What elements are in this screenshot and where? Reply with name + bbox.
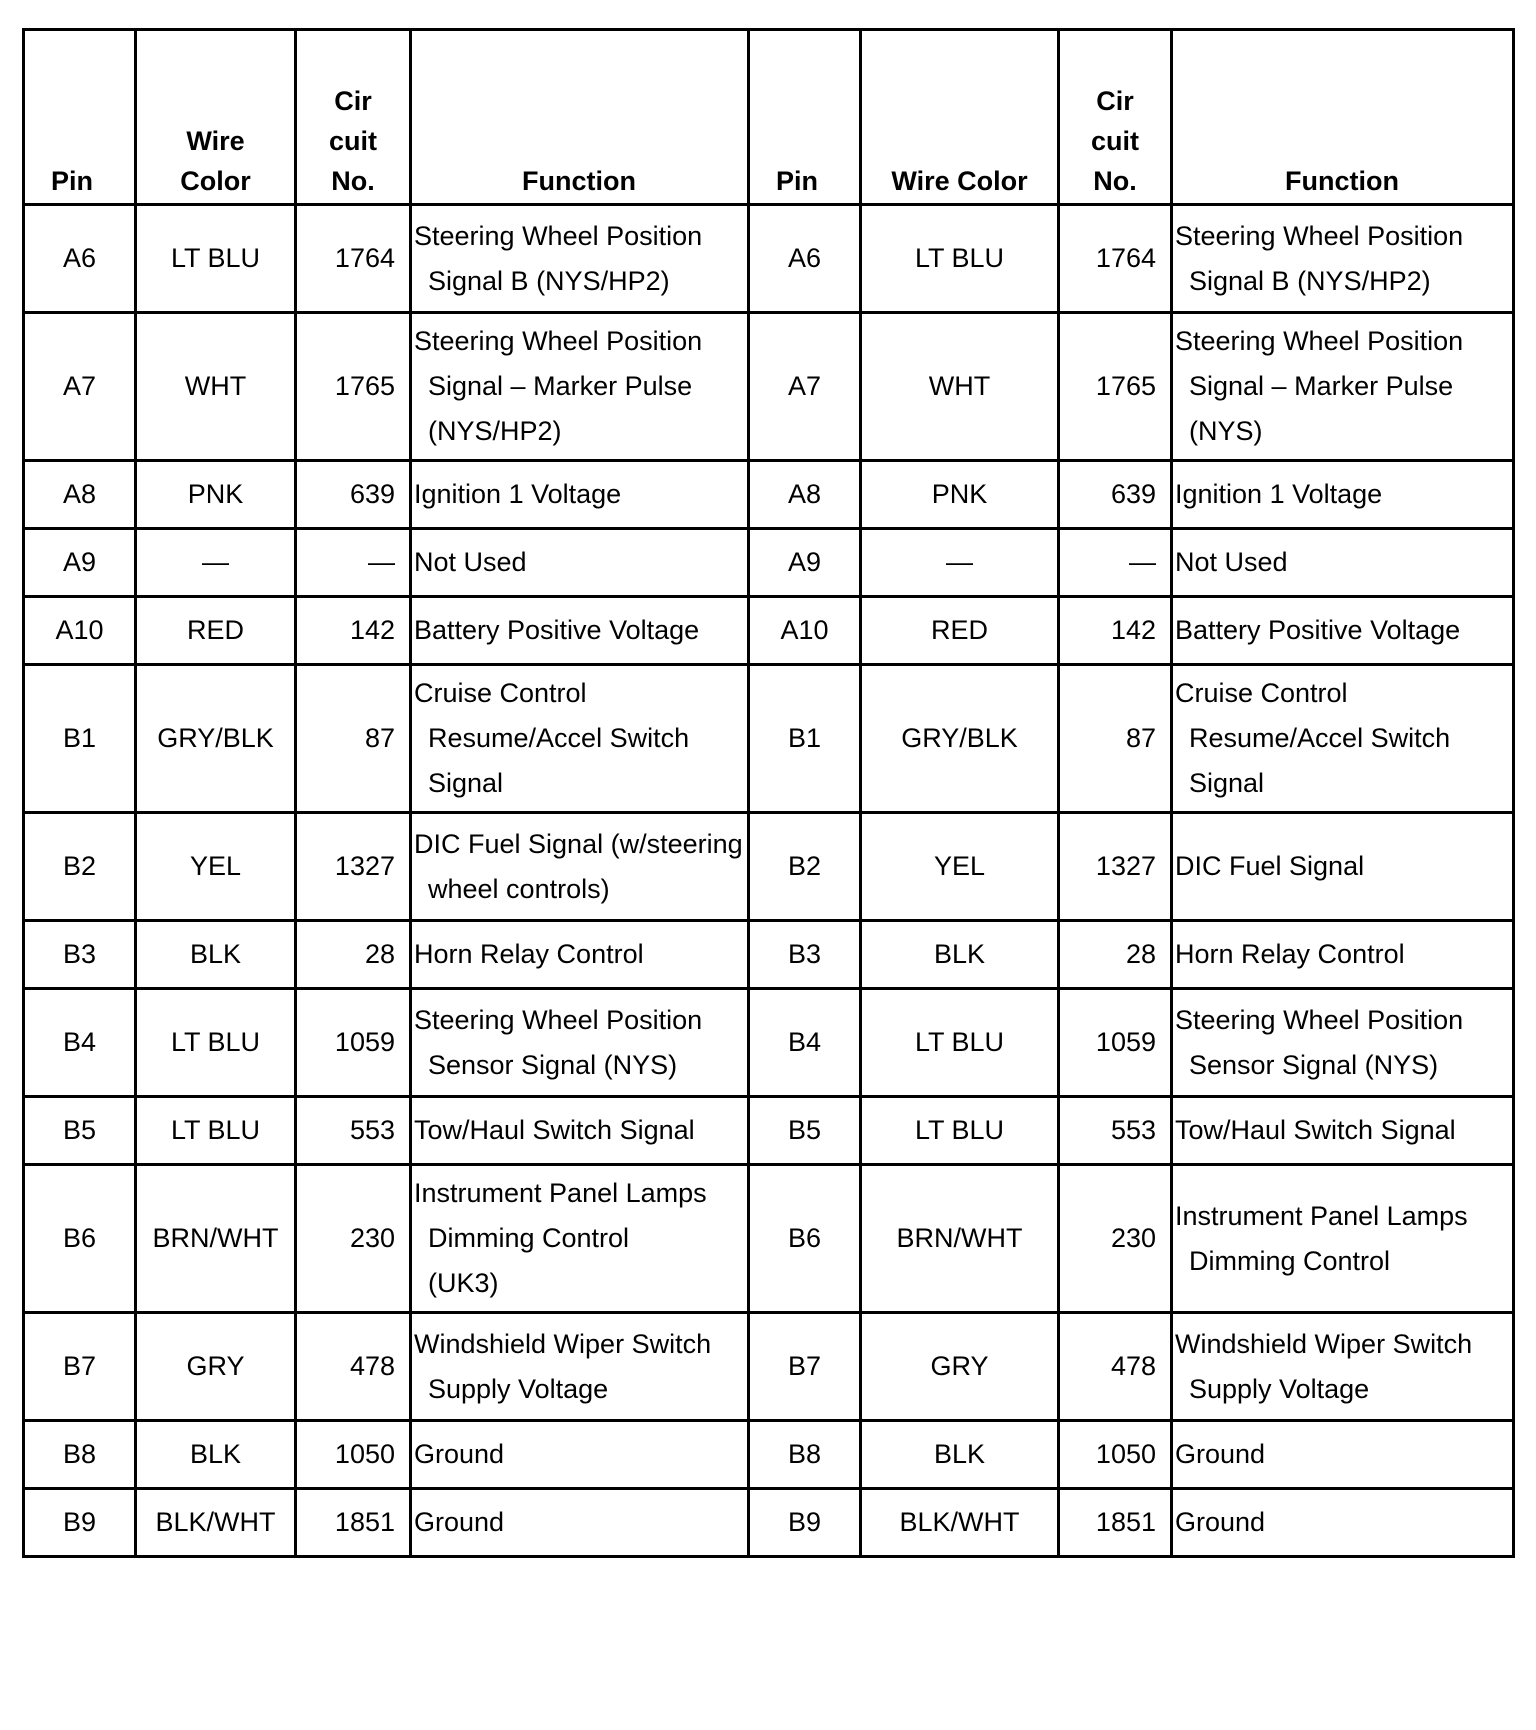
- function-cell: [1172, 529, 1514, 597]
- function-cell: [411, 597, 749, 665]
- function-line: Steering Wheel Position: [1175, 1004, 1464, 1035]
- function-cell: [411, 461, 749, 529]
- pin-cell: A7: [749, 313, 861, 461]
- function-cell: [1172, 1165, 1514, 1313]
- wire-color-cell: BLK: [136, 921, 296, 989]
- pin-cell: B3: [749, 921, 861, 989]
- function-cell: [1172, 313, 1514, 461]
- function-cell: [411, 921, 749, 989]
- wire-color-cell: YEL: [136, 813, 296, 921]
- table-row: [24, 813, 1514, 921]
- wire-color-cell: BLK: [861, 1421, 1059, 1489]
- pin-cell: B9: [749, 1489, 861, 1557]
- pin-cell: B4: [24, 989, 136, 1097]
- wire-color-cell: GRY: [861, 1313, 1059, 1421]
- function-line: Instrument Panel Lamps: [1175, 1200, 1468, 1231]
- function-cell: [411, 205, 749, 313]
- header-row: [24, 30, 1514, 205]
- function-line: Tow/Haul Switch Signal: [414, 1115, 695, 1145]
- wire-color-cell: LT BLU: [861, 205, 1059, 313]
- pin-cell: A9: [24, 529, 136, 597]
- header-line: No.: [331, 166, 375, 196]
- connector-pinout-table: [22, 28, 1515, 1558]
- wire-color-cell: BLK: [861, 921, 1059, 989]
- function-cell: [411, 989, 749, 1097]
- function-line: DIC Fuel Signal (w/steering: [414, 828, 743, 859]
- circuit-number-cell: 1050: [1059, 1421, 1172, 1489]
- function-line: Ground: [414, 1439, 505, 1469]
- function-line: Ground: [1175, 1439, 1266, 1469]
- circuit-number-cell: 1764: [296, 205, 411, 313]
- pin-cell: B2: [749, 813, 861, 921]
- function-line: Resume/Accel Switch: [1189, 723, 1451, 753]
- wire-color-cell: LT BLU: [861, 989, 1059, 1097]
- wire-color-cell: LT BLU: [861, 1097, 1059, 1165]
- header-line: No.: [1093, 166, 1137, 196]
- table-row: [24, 205, 1514, 313]
- function-line: Ignition 1 Voltage: [414, 479, 622, 509]
- function-line: Dimming Control: [1189, 1245, 1391, 1276]
- function-cell: [1172, 205, 1514, 313]
- pin-cell: B9: [24, 1489, 136, 1557]
- function-cell: [411, 665, 749, 813]
- function-line: Windshield Wiper Switch: [1175, 1328, 1473, 1359]
- table-row: [24, 1489, 1514, 1557]
- function-cell: [411, 813, 749, 921]
- function-cell: [411, 529, 749, 597]
- pin-cell: B6: [749, 1165, 861, 1313]
- circuit-number-cell: 1764: [1059, 205, 1172, 313]
- circuit-number-cell: 639: [1059, 461, 1172, 529]
- function-line: Cruise Control: [1175, 678, 1348, 708]
- circuit-number-cell: 230: [296, 1165, 411, 1313]
- function-line: Signal B (NYS/HP2): [428, 265, 670, 296]
- pin-cell: B5: [749, 1097, 861, 1165]
- header-line: Color: [180, 166, 251, 196]
- function-line: Battery Positive Voltage: [1175, 615, 1461, 645]
- pin-cell: B7: [24, 1313, 136, 1421]
- circuit-number-cell: 478: [1059, 1313, 1172, 1421]
- wire-color-cell: BRN/WHT: [136, 1165, 296, 1313]
- table-row: [24, 921, 1514, 989]
- left-wire-color-header: [136, 30, 296, 205]
- function-cell: [411, 313, 749, 461]
- function-line: Supply Voltage: [428, 1373, 609, 1404]
- wire-color-cell: —: [861, 529, 1059, 597]
- function-line: Signal: [428, 768, 504, 798]
- function-line: Dimming Control: [428, 1223, 630, 1253]
- wire-color-cell: PNK: [136, 461, 296, 529]
- function-line: Windshield Wiper Switch: [414, 1328, 712, 1359]
- function-cell: [411, 1489, 749, 1557]
- wire-color-cell: RED: [861, 597, 1059, 665]
- function-cell: [1172, 1313, 1514, 1421]
- circuit-number-cell: 1327: [1059, 813, 1172, 921]
- left-pin-header: [24, 30, 136, 205]
- function-line: Not Used: [414, 547, 527, 577]
- wire-color-cell: WHT: [136, 313, 296, 461]
- right-wire-color-header: [861, 30, 1059, 205]
- table-row: [24, 1097, 1514, 1165]
- wire-color-cell: GRY: [136, 1313, 296, 1421]
- wire-color-cell: LT BLU: [136, 1097, 296, 1165]
- function-line: Signal: [1189, 768, 1265, 798]
- right-circuit-number-header: [1059, 30, 1172, 205]
- function-line: Tow/Haul Switch Signal: [1175, 1115, 1456, 1145]
- circuit-number-cell: 1851: [1059, 1489, 1172, 1557]
- circuit-number-cell: 478: [296, 1313, 411, 1421]
- circuit-number-cell: 87: [1059, 665, 1172, 813]
- wire-color-cell: PNK: [861, 461, 1059, 529]
- circuit-number-cell: 1765: [296, 313, 411, 461]
- table-row: [24, 1313, 1514, 1421]
- header-line: cuit: [1090, 126, 1139, 156]
- table-row: [24, 1165, 1514, 1313]
- pin-cell: B5: [24, 1097, 136, 1165]
- header-line: Pin: [51, 166, 94, 196]
- table-row: [24, 989, 1514, 1097]
- function-line: Sensor Signal (NYS): [1189, 1049, 1439, 1080]
- header-line: cuit: [328, 126, 377, 156]
- function-line: Ground: [414, 1507, 505, 1537]
- circuit-number-cell: 1059: [296, 989, 411, 1097]
- function-line: Battery Positive Voltage: [414, 615, 700, 645]
- function-line: Signal – Marker Pulse: [428, 371, 693, 401]
- pin-cell: A8: [24, 461, 136, 529]
- function-line: (NYS): [1189, 416, 1263, 446]
- table-row: [24, 529, 1514, 597]
- wire-color-cell: RED: [136, 597, 296, 665]
- function-line: Signal – Marker Pulse: [1189, 371, 1454, 401]
- circuit-number-cell: 28: [296, 921, 411, 989]
- function-line: Steering Wheel Position: [414, 1004, 703, 1035]
- wire-color-cell: BLK/WHT: [136, 1489, 296, 1557]
- pin-cell: B2: [24, 813, 136, 921]
- pin-cell: B8: [24, 1421, 136, 1489]
- circuit-number-cell: 639: [296, 461, 411, 529]
- header-line: Function: [1285, 166, 1399, 196]
- header-line: Wire Color: [891, 166, 1028, 196]
- function-line: Supply Voltage: [1189, 1373, 1370, 1404]
- function-cell: [411, 1097, 749, 1165]
- circuit-number-cell: 142: [296, 597, 411, 665]
- function-line: (NYS/HP2): [428, 416, 562, 446]
- pin-cell: A10: [749, 597, 861, 665]
- circuit-number-cell: 1327: [296, 813, 411, 921]
- circuit-number-cell: —: [296, 529, 411, 597]
- function-cell: [1172, 461, 1514, 529]
- pin-cell: A6: [749, 205, 861, 313]
- pin-cell: B8: [749, 1421, 861, 1489]
- function-cell: [1172, 921, 1514, 989]
- wire-color-cell: LT BLU: [136, 205, 296, 313]
- function-line: Instrument Panel Lamps: [414, 1178, 707, 1208]
- wire-color-cell: BRN/WHT: [861, 1165, 1059, 1313]
- right-function-header: [1172, 30, 1514, 205]
- header-line: Cir: [334, 86, 372, 116]
- function-cell: [411, 1313, 749, 1421]
- circuit-number-cell: 553: [1059, 1097, 1172, 1165]
- pin-cell: A10: [24, 597, 136, 665]
- function-cell: [1172, 597, 1514, 665]
- circuit-number-cell: —: [1059, 529, 1172, 597]
- circuit-number-cell: 1765: [1059, 313, 1172, 461]
- function-line: Steering Wheel Position: [414, 220, 703, 251]
- circuit-number-cell: 230: [1059, 1165, 1172, 1313]
- function-line: Sensor Signal (NYS): [428, 1049, 678, 1080]
- function-line: Horn Relay Control: [1175, 939, 1405, 969]
- function-line: Resume/Accel Switch: [428, 723, 690, 753]
- table-row: [24, 313, 1514, 461]
- pin-cell: A7: [24, 313, 136, 461]
- function-line: Steering Wheel Position: [414, 326, 703, 356]
- table-row: [24, 665, 1514, 813]
- circuit-number-cell: 553: [296, 1097, 411, 1165]
- left-circuit-number-header: [296, 30, 411, 205]
- pin-cell: B3: [24, 921, 136, 989]
- pin-cell: B6: [24, 1165, 136, 1313]
- table-row: [24, 597, 1514, 665]
- wire-color-cell: LT BLU: [136, 989, 296, 1097]
- function-line: Signal B (NYS/HP2): [1189, 265, 1431, 296]
- function-cell: [1172, 989, 1514, 1097]
- function-cell: [1172, 1489, 1514, 1557]
- circuit-number-cell: 87: [296, 665, 411, 813]
- function-cell: [411, 1421, 749, 1489]
- wire-color-cell: GRY/BLK: [136, 665, 296, 813]
- circuit-number-cell: 142: [1059, 597, 1172, 665]
- wire-color-cell: GRY/BLK: [861, 665, 1059, 813]
- function-line: Cruise Control: [414, 678, 587, 708]
- header-line: Wire: [186, 126, 245, 156]
- function-line: Ground: [1175, 1507, 1266, 1537]
- circuit-number-cell: 1851: [296, 1489, 411, 1557]
- pin-cell: B1: [749, 665, 861, 813]
- wire-color-cell: WHT: [861, 313, 1059, 461]
- circuit-number-cell: 1059: [1059, 989, 1172, 1097]
- pin-cell: A8: [749, 461, 861, 529]
- wire-color-cell: YEL: [861, 813, 1059, 921]
- function-cell: [1172, 1097, 1514, 1165]
- wire-color-cell: BLK/WHT: [861, 1489, 1059, 1557]
- header-line: Pin: [776, 166, 819, 196]
- function-line: (UK3): [428, 1268, 499, 1298]
- circuit-number-cell: 28: [1059, 921, 1172, 989]
- header-line: Cir: [1096, 86, 1134, 116]
- table-row: [24, 461, 1514, 529]
- header-line: Function: [522, 166, 636, 196]
- function-line: Ignition 1 Voltage: [1175, 479, 1383, 509]
- function-cell: [1172, 665, 1514, 813]
- pin-cell: B4: [749, 989, 861, 1097]
- table-body: [24, 205, 1514, 1557]
- pin-cell: A9: [749, 529, 861, 597]
- function-line: Steering Wheel Position: [1175, 326, 1464, 356]
- pin-cell: B7: [749, 1313, 861, 1421]
- function-cell: [411, 1165, 749, 1313]
- pin-cell: A6: [24, 205, 136, 313]
- table-row: [24, 1421, 1514, 1489]
- pin-cell: B1: [24, 665, 136, 813]
- left-function-header: [411, 30, 749, 205]
- function-line: DIC Fuel Signal: [1175, 851, 1365, 881]
- wire-color-cell: —: [136, 529, 296, 597]
- function-line: Steering Wheel Position: [1175, 220, 1464, 251]
- right-pin-header: [749, 30, 861, 205]
- function-cell: [1172, 813, 1514, 921]
- function-line: Not Used: [1175, 547, 1288, 577]
- function-line: Horn Relay Control: [414, 939, 644, 969]
- circuit-number-cell: 1050: [296, 1421, 411, 1489]
- function-cell: [1172, 1421, 1514, 1489]
- function-line: wheel controls): [428, 873, 610, 904]
- wire-color-cell: BLK: [136, 1421, 296, 1489]
